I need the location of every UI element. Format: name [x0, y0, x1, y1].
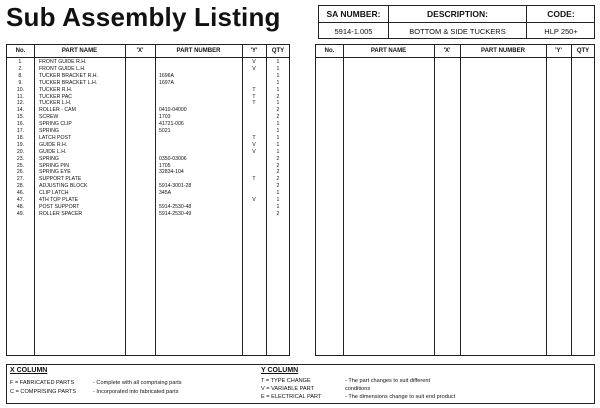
table-row	[7, 114, 289, 121]
sa-number-value: 5914-1.005	[319, 23, 389, 39]
col-header-y: 'Y'	[555, 48, 562, 54]
part-no: 18.	[16, 134, 25, 141]
quantity: 2	[276, 176, 280, 183]
y-code: V	[252, 141, 256, 148]
part-no: 15.	[16, 114, 25, 121]
table-row	[7, 169, 289, 176]
part-no: 48.	[16, 203, 25, 210]
part-number: 41721-006	[159, 121, 184, 128]
part-name: TUCKER BRACKET L.H.	[39, 79, 98, 86]
col-header-qty: QTY	[271, 48, 285, 54]
quantity: 1	[276, 197, 280, 203]
part-number: 0350-03006	[159, 155, 187, 162]
quantity: 1	[276, 100, 280, 107]
part-name: TUCKER R.H.	[39, 86, 73, 93]
part-no: 47.	[16, 197, 25, 203]
y-legend-code: T = TYPE CHANGE	[261, 378, 311, 384]
y-legend-code: V = VARIABLE PART	[261, 386, 315, 392]
x-legend-desc: - Incorporated into fabricated parts	[93, 389, 179, 395]
col-header-x: 'X'	[136, 48, 144, 54]
col-header-qty: QTY	[576, 48, 590, 54]
quantity: 1	[276, 86, 280, 93]
part-no: 9.	[18, 79, 23, 86]
y-code: V	[252, 197, 256, 203]
table-row	[7, 121, 289, 128]
y-code: T	[252, 134, 256, 141]
quantity: 2	[276, 107, 280, 114]
part-no: 46.	[16, 190, 25, 197]
quantity: 2	[276, 114, 280, 121]
quantity: 2	[276, 93, 280, 100]
header-box	[318, 5, 595, 39]
table-row	[7, 107, 289, 114]
table-row	[7, 142, 289, 149]
quantity: 1	[276, 79, 280, 86]
table-row	[7, 176, 289, 183]
part-number: 5914-2530-49	[159, 210, 192, 217]
part-name: GUIDE L.H.	[39, 148, 67, 155]
part-name: SPRING EYE	[39, 169, 71, 176]
col-header-no: No.	[324, 48, 335, 54]
part-no: 11.	[17, 93, 24, 100]
part-no: 16.	[16, 121, 25, 128]
y-column-title: Y COLUMN	[261, 367, 299, 374]
part-name: ADJUSTING BLOCK	[39, 183, 88, 190]
part-number: 345A	[159, 190, 172, 197]
table-row	[7, 94, 289, 101]
quantity: 1	[276, 134, 280, 141]
part-number: 1697A	[159, 79, 175, 86]
x-legend-code: C = COMPRISING PARTS	[10, 389, 77, 395]
table-row	[7, 59, 289, 66]
part-no: 49.	[16, 210, 25, 217]
col-header-part-number: PART NUMBER	[481, 48, 525, 54]
col-header-part-number: PART NUMBER	[176, 48, 221, 54]
part-number: 5914-3001-28	[159, 183, 192, 190]
part-name: 4TH TOP PLATE	[39, 197, 79, 203]
col-header-x: 'X'	[443, 48, 451, 54]
table-row	[7, 73, 289, 80]
part-name: SUPPORT PLATE	[39, 176, 82, 183]
code-value: HLP 250+	[544, 26, 578, 36]
part-number: 0410-04000	[159, 107, 187, 114]
part-name: FRONT GUIDE R.H.	[39, 59, 87, 65]
part-name: LATCH POST	[39, 134, 72, 141]
col-header-part-name: PART NAME	[61, 48, 98, 54]
quantity: 2	[276, 169, 280, 176]
part-no: 27.	[16, 176, 25, 183]
part-name: ROLLER SPACER	[39, 210, 83, 217]
part-name: POST SUPPORT	[39, 203, 80, 210]
y-legend-code: E = ELECTRICAL PART	[261, 394, 322, 400]
quantity: 2	[276, 155, 280, 162]
part-name: ROLLER - CAM	[39, 107, 76, 114]
quantity: 1	[276, 141, 280, 148]
part-no: 14.	[16, 107, 25, 114]
quantity: 1	[276, 59, 280, 65]
table-row	[7, 163, 289, 170]
part-number: 1703	[159, 114, 171, 121]
part-name: TUCKER BRACKET R.H.	[39, 72, 98, 79]
col-header-part-name: PART NAME	[370, 48, 407, 54]
part-no: 12.	[16, 100, 25, 107]
table-row	[7, 197, 289, 204]
quantity: 1	[276, 72, 280, 79]
y-code: V	[252, 65, 256, 72]
part-no: 23.	[16, 155, 25, 162]
part-name: SPRING	[39, 128, 59, 134]
y-code: T	[252, 86, 256, 93]
part-name: TUCKER L.H.	[39, 100, 72, 107]
table-row	[7, 211, 289, 218]
part-name: CLIP LATCH	[39, 190, 69, 197]
legend-box	[6, 364, 595, 404]
quantity: 2	[276, 183, 280, 190]
quantity: 2	[276, 210, 280, 217]
y-code: V	[252, 148, 256, 155]
col-header-y: 'Y'	[250, 48, 258, 54]
part-no: 28.	[16, 183, 25, 190]
table-row	[7, 183, 289, 190]
y-code: V	[252, 59, 256, 65]
x-legend-desc: - Complete with all comprising parts	[93, 380, 182, 386]
sa-number-label: SA NUMBER:	[319, 6, 389, 23]
part-name: TUCKER PAC	[39, 93, 73, 100]
table-row	[7, 135, 289, 142]
part-no: 25.	[16, 162, 25, 169]
part-name: FRONT GUIDE L.H.	[39, 65, 86, 72]
part-name: SCREW	[39, 114, 59, 121]
page-title: Sub Assembly Listing	[6, 2, 281, 32]
x-column-title: X COLUMN	[10, 367, 48, 374]
part-number: 5914-2530-48	[159, 203, 192, 210]
part-number: 5021	[159, 128, 171, 134]
table-row	[7, 80, 289, 87]
quantity: 2	[276, 162, 280, 169]
table-row	[7, 190, 289, 197]
quantity: 1	[276, 128, 280, 134]
quantity: 1	[276, 203, 280, 210]
table-row	[7, 156, 289, 163]
x-legend-code: F = FABRICATED PARTS	[10, 380, 75, 386]
part-name: SPRING CLIP	[39, 121, 72, 128]
part-number: 1705	[159, 162, 171, 169]
part-number: 32834-104	[159, 169, 184, 176]
part-no: 8.	[18, 72, 23, 79]
part-no: 2.	[18, 65, 23, 72]
table-row	[7, 204, 289, 211]
y-legend-desc: - The part changes to suit different	[345, 378, 430, 384]
part-no: 26.	[16, 169, 25, 176]
part-no: 17.	[16, 128, 25, 134]
col-header-no: No.	[15, 48, 26, 54]
table-row	[7, 100, 289, 107]
description-label: DESCRIPTION:	[389, 6, 527, 23]
y-code: T	[252, 100, 256, 107]
part-name: SPRING PIN	[39, 162, 69, 169]
y-code: T	[252, 93, 256, 100]
part-name: GUIDE R.H.	[39, 141, 68, 148]
part-no: 1.	[18, 59, 23, 65]
description-value: BOTTOM & SIDE TUCKERS	[389, 23, 527, 39]
parts-table-right	[315, 44, 595, 356]
table-row	[7, 128, 289, 135]
part-no: 19.	[16, 141, 25, 148]
quantity: 1	[276, 148, 280, 155]
quantity: 1	[276, 190, 280, 197]
y-legend-desc: conditions	[345, 386, 371, 392]
code-label: CODE:	[527, 6, 595, 23]
table-row	[7, 66, 289, 73]
part-number: 1696A	[159, 72, 175, 79]
table-row	[7, 149, 289, 156]
quantity: 1	[276, 65, 280, 72]
part-name: SPRING	[39, 155, 59, 162]
y-legend-desc: - The dimensions change to suit end product	[345, 394, 456, 400]
table-row	[7, 87, 289, 94]
quantity: 1	[276, 121, 280, 128]
parts-table-left	[6, 44, 290, 356]
y-code: T	[252, 176, 256, 183]
part-no: 20.	[16, 148, 25, 155]
part-no: 10.	[16, 86, 25, 93]
